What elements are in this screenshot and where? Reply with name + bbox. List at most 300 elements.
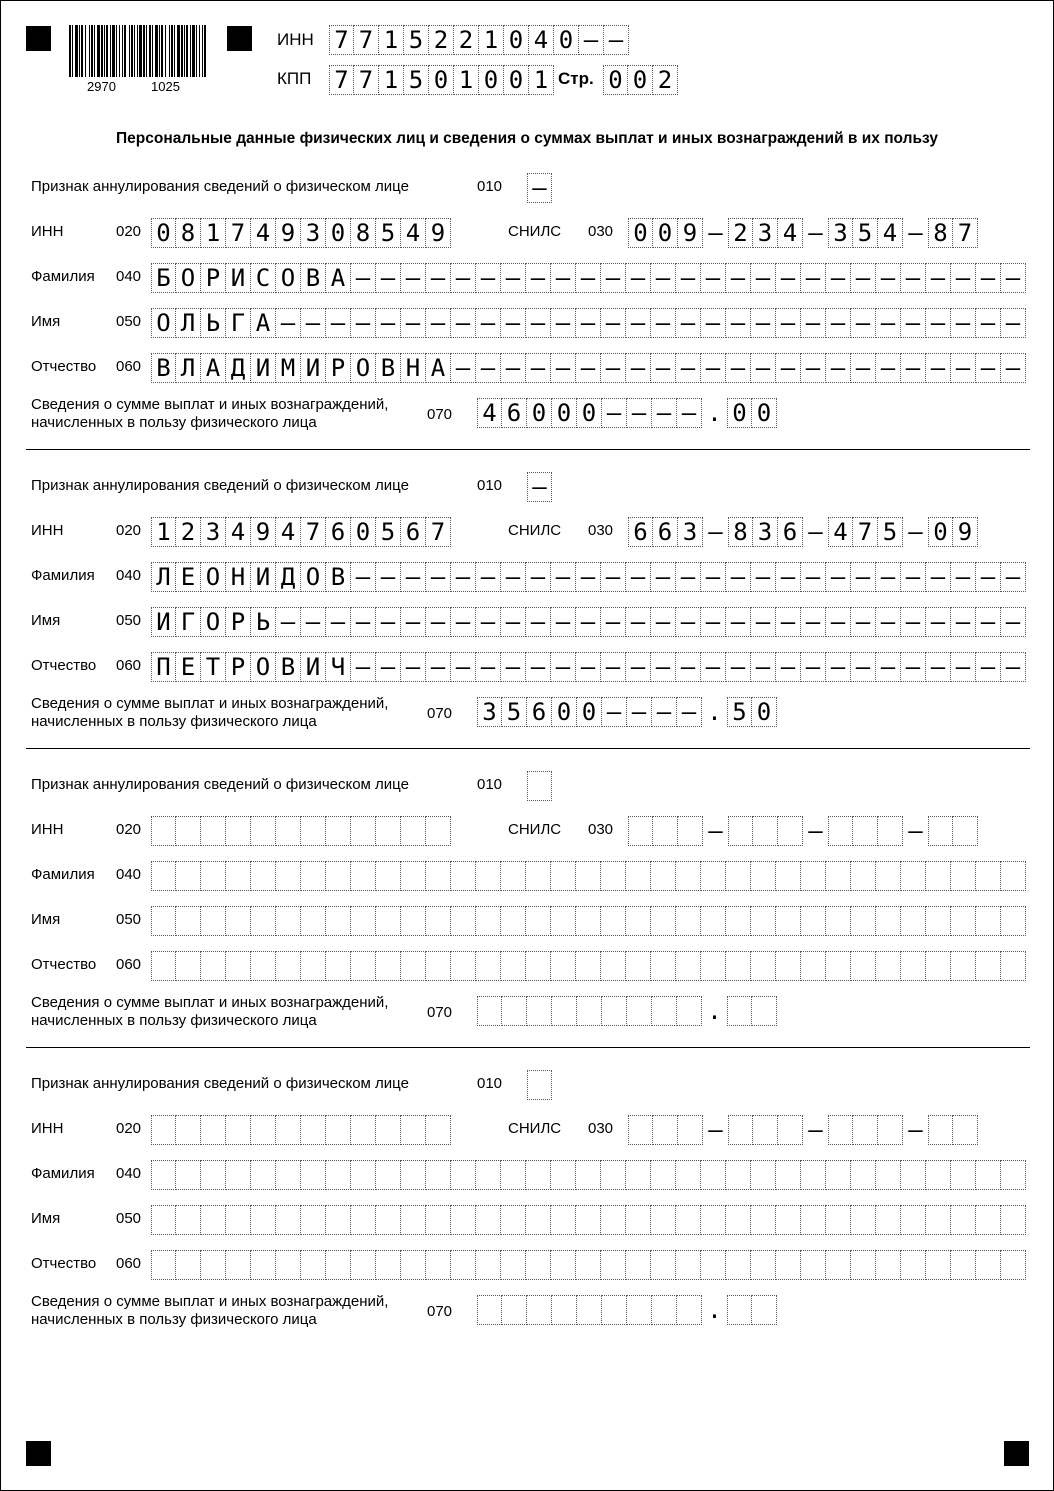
patronymic-cell[interactable] <box>751 951 776 981</box>
surname-cell[interactable] <box>576 1160 601 1190</box>
name-cell[interactable]: – <box>501 308 526 338</box>
patronymic-cell[interactable]: – <box>676 353 701 383</box>
name-cell[interactable] <box>951 906 976 936</box>
name-cell[interactable]: – <box>826 308 851 338</box>
surname-cell[interactable]: – <box>451 263 476 293</box>
surname-cell[interactable] <box>1001 861 1026 891</box>
patronymic-cell[interactable] <box>301 951 326 981</box>
name-cell[interactable]: – <box>851 308 876 338</box>
surname-cell[interactable] <box>926 1160 951 1190</box>
name-cell[interactable] <box>301 906 326 936</box>
patronymic-cell[interactable] <box>926 951 951 981</box>
surname-cell[interactable] <box>376 861 401 891</box>
surname-cell[interactable]: – <box>351 562 376 592</box>
patronymic-cell[interactable]: – <box>926 652 951 682</box>
snils-cell[interactable] <box>878 816 903 846</box>
surname-cell[interactable]: – <box>951 562 976 592</box>
patronymic-cell[interactable]: В <box>276 652 301 682</box>
inn-cell[interactable]: 7 <box>226 218 251 248</box>
patronymic-cell[interactable] <box>651 1250 676 1280</box>
patronymic-cell[interactable]: В <box>151 353 176 383</box>
inn-cell[interactable]: 0 <box>151 218 176 248</box>
patronymic-cell[interactable] <box>426 951 451 981</box>
patronymic-cell[interactable]: М <box>276 353 301 383</box>
name-cell[interactable] <box>226 906 251 936</box>
snils-cell[interactable] <box>628 1115 653 1145</box>
snils-cell[interactable]: 5 <box>853 218 878 248</box>
inn-cell[interactable]: 7 <box>426 517 451 547</box>
payout-frac-cell[interactable]: 0 <box>752 697 777 727</box>
patronymic-cell[interactable] <box>226 1250 251 1280</box>
surname-cell[interactable] <box>276 1160 301 1190</box>
payout-int-cell[interactable] <box>552 1295 577 1325</box>
patronymic-cell[interactable] <box>876 951 901 981</box>
surname-cell[interactable]: – <box>376 263 401 293</box>
surname-cell[interactable]: Е <box>176 562 201 592</box>
name-cell[interactable]: – <box>551 607 576 637</box>
patronymic-cell[interactable] <box>726 951 751 981</box>
patronymic-cell[interactable] <box>1001 1250 1026 1280</box>
snils-cell[interactable]: 0 <box>928 517 953 547</box>
payout-int-cell[interactable]: 0 <box>552 398 577 428</box>
cancel-flag-cell[interactable]: – <box>527 173 552 203</box>
snils-cell[interactable]: 5 <box>878 517 903 547</box>
surname-cell[interactable] <box>651 1160 676 1190</box>
inn-cell[interactable] <box>351 816 376 846</box>
snils-cell[interactable]: 3 <box>753 517 778 547</box>
snils-cell[interactable] <box>853 1115 878 1145</box>
inn-cell[interactable]: 6 <box>326 517 351 547</box>
surname-cell[interactable] <box>476 861 501 891</box>
name-cell[interactable] <box>751 1205 776 1235</box>
surname-cell[interactable] <box>951 1160 976 1190</box>
patronymic-cell[interactable]: – <box>576 353 601 383</box>
patronymic-cell[interactable]: – <box>1001 652 1026 682</box>
patronymic-cell[interactable] <box>451 951 476 981</box>
patronymic-cell[interactable]: – <box>901 353 926 383</box>
patronymic-cell[interactable] <box>501 1250 526 1280</box>
snils-cell[interactable]: 6 <box>778 517 803 547</box>
patronymic-cell[interactable] <box>951 951 976 981</box>
name-cell[interactable]: – <box>926 607 951 637</box>
inn-cell[interactable] <box>251 1115 276 1145</box>
name-cell[interactable] <box>326 906 351 936</box>
name-cell[interactable] <box>376 1205 401 1235</box>
patronymic-cell[interactable] <box>451 1250 476 1280</box>
name-cell[interactable] <box>301 1205 326 1235</box>
name-cell[interactable]: Л <box>176 308 201 338</box>
inn-cell[interactable] <box>151 816 176 846</box>
cancel-flag-cell[interactable]: – <box>527 472 552 502</box>
surname-cell[interactable]: С <box>251 263 276 293</box>
surname-cell[interactable]: О <box>201 562 226 592</box>
payout-int-cell[interactable]: – <box>652 398 677 428</box>
surname-cell[interactable] <box>776 861 801 891</box>
payout-int-cell[interactable]: 3 <box>477 697 502 727</box>
snils-cell[interactable] <box>678 1115 703 1145</box>
name-cell[interactable] <box>626 1205 651 1235</box>
patronymic-cell[interactable] <box>476 951 501 981</box>
surname-cell[interactable] <box>426 861 451 891</box>
name-cell[interactable]: – <box>301 308 326 338</box>
name-cell[interactable]: – <box>351 607 376 637</box>
name-cell[interactable]: – <box>751 308 776 338</box>
snils-cell[interactable]: 2 <box>728 218 753 248</box>
inn-cell[interactable] <box>351 1115 376 1145</box>
surname-cell[interactable]: – <box>926 263 951 293</box>
patronymic-cell[interactable]: – <box>951 353 976 383</box>
patronymic-cell[interactable]: – <box>426 652 451 682</box>
surname-cell[interactable] <box>476 1160 501 1190</box>
surname-cell[interactable] <box>176 1160 201 1190</box>
patronymic-cell[interactable]: – <box>751 353 776 383</box>
patronymic-cell[interactable]: – <box>626 353 651 383</box>
surname-cell[interactable] <box>726 861 751 891</box>
name-cell[interactable]: – <box>926 308 951 338</box>
surname-cell[interactable]: – <box>876 263 901 293</box>
name-cell[interactable] <box>426 906 451 936</box>
snils-cell[interactable]: 9 <box>953 517 978 547</box>
patronymic-cell[interactable]: – <box>551 652 576 682</box>
name-cell[interactable]: – <box>476 607 501 637</box>
surname-cell[interactable] <box>251 1160 276 1190</box>
name-cell[interactable] <box>626 906 651 936</box>
patronymic-cell[interactable] <box>251 1250 276 1280</box>
patronymic-cell[interactable] <box>626 1250 651 1280</box>
name-cell[interactable] <box>226 1205 251 1235</box>
name-cell[interactable]: О <box>201 607 226 637</box>
patronymic-cell[interactable] <box>751 1250 776 1280</box>
name-cell[interactable] <box>576 1205 601 1235</box>
payout-int-cell[interactable] <box>627 996 652 1026</box>
surname-cell[interactable]: – <box>551 562 576 592</box>
surname-cell[interactable] <box>851 1160 876 1190</box>
surname-cell[interactable] <box>951 861 976 891</box>
patronymic-cell[interactable]: – <box>826 353 851 383</box>
surname-cell[interactable]: – <box>501 263 526 293</box>
surname-cell[interactable]: Б <box>151 263 176 293</box>
patronymic-cell[interactable] <box>401 1250 426 1280</box>
patronymic-cell[interactable] <box>326 951 351 981</box>
patronymic-cell[interactable]: Е <box>176 652 201 682</box>
surname-cell[interactable]: – <box>401 263 426 293</box>
inn-cell[interactable]: 2 <box>176 517 201 547</box>
patronymic-cell[interactable] <box>826 951 851 981</box>
patronymic-cell[interactable] <box>976 1250 1001 1280</box>
patronymic-cell[interactable]: – <box>876 652 901 682</box>
surname-cell[interactable] <box>351 861 376 891</box>
snils-cell[interactable] <box>928 816 953 846</box>
patronymic-cell[interactable]: – <box>776 652 801 682</box>
patronymic-cell[interactable] <box>601 1250 626 1280</box>
snils-cell[interactable]: 6 <box>653 517 678 547</box>
surname-cell[interactable]: – <box>551 263 576 293</box>
payout-int-cell[interactable] <box>502 1295 527 1325</box>
inn-cell[interactable]: 7 <box>301 517 326 547</box>
surname-cell[interactable]: – <box>751 562 776 592</box>
surname-cell[interactable]: – <box>851 263 876 293</box>
surname-cell[interactable] <box>551 1160 576 1190</box>
snils-cell[interactable] <box>728 816 753 846</box>
patronymic-cell[interactable] <box>776 1250 801 1280</box>
patronymic-cell[interactable] <box>851 951 876 981</box>
patronymic-cell[interactable]: И <box>301 652 326 682</box>
name-cell[interactable]: – <box>901 607 926 637</box>
snils-cell[interactable]: 3 <box>753 218 778 248</box>
name-cell[interactable] <box>176 1205 201 1235</box>
patronymic-cell[interactable]: – <box>451 652 476 682</box>
name-cell[interactable]: – <box>676 308 701 338</box>
name-cell[interactable]: – <box>276 308 301 338</box>
surname-cell[interactable]: – <box>601 562 626 592</box>
patronymic-cell[interactable] <box>826 1250 851 1280</box>
snils-cell[interactable]: 3 <box>828 218 853 248</box>
surname-cell[interactable]: – <box>526 263 551 293</box>
inn-cell[interactable] <box>201 816 226 846</box>
surname-cell[interactable]: – <box>826 263 851 293</box>
payout-frac-cell[interactable] <box>752 1295 777 1325</box>
payout-int-cell[interactable]: 6 <box>502 398 527 428</box>
patronymic-cell[interactable]: Д <box>226 353 251 383</box>
patronymic-cell[interactable] <box>626 951 651 981</box>
patronymic-cell[interactable]: – <box>801 652 826 682</box>
surname-cell[interactable] <box>526 1160 551 1190</box>
patronymic-cell[interactable]: Т <box>201 652 226 682</box>
name-cell[interactable] <box>751 906 776 936</box>
patronymic-cell[interactable] <box>201 951 226 981</box>
patronymic-cell[interactable] <box>926 1250 951 1280</box>
patronymic-cell[interactable]: – <box>626 652 651 682</box>
patronymic-cell[interactable]: – <box>401 652 426 682</box>
name-cell[interactable] <box>926 1205 951 1235</box>
inn-cell[interactable] <box>176 1115 201 1145</box>
surname-cell[interactable] <box>326 861 351 891</box>
name-cell[interactable] <box>726 906 751 936</box>
surname-cell[interactable]: – <box>376 562 401 592</box>
snils-cell[interactable]: 0 <box>653 218 678 248</box>
snils-cell[interactable]: 9 <box>678 218 703 248</box>
name-cell[interactable]: – <box>901 308 926 338</box>
name-cell[interactable] <box>451 1205 476 1235</box>
inn-cell[interactable] <box>276 816 301 846</box>
inn-cell[interactable] <box>301 816 326 846</box>
surname-cell[interactable] <box>251 861 276 891</box>
inn-cell[interactable]: 9 <box>251 517 276 547</box>
patronymic-cell[interactable]: – <box>601 353 626 383</box>
inn-cell[interactable] <box>226 816 251 846</box>
surname-cell[interactable] <box>676 861 701 891</box>
payout-int-cell[interactable]: 6 <box>527 697 552 727</box>
name-cell[interactable]: – <box>401 607 426 637</box>
name-cell[interactable] <box>776 906 801 936</box>
patronymic-cell[interactable] <box>551 1250 576 1280</box>
patronymic-cell[interactable] <box>301 1250 326 1280</box>
patronymic-cell[interactable]: – <box>876 353 901 383</box>
name-cell[interactable] <box>976 906 1001 936</box>
payout-int-cell[interactable] <box>502 996 527 1026</box>
name-cell[interactable]: – <box>951 607 976 637</box>
name-cell[interactable]: – <box>501 607 526 637</box>
surname-cell[interactable]: – <box>676 562 701 592</box>
patronymic-cell[interactable]: – <box>451 353 476 383</box>
surname-cell[interactable] <box>701 861 726 891</box>
name-cell[interactable]: – <box>376 308 401 338</box>
inn-cell[interactable] <box>376 1115 401 1145</box>
surname-cell[interactable] <box>901 861 926 891</box>
patronymic-cell[interactable] <box>351 951 376 981</box>
surname-cell[interactable] <box>801 1160 826 1190</box>
name-cell[interactable]: – <box>601 607 626 637</box>
inn-cell[interactable] <box>276 1115 301 1145</box>
payout-int-cell[interactable] <box>577 996 602 1026</box>
payout-int-cell[interactable] <box>652 1295 677 1325</box>
surname-cell[interactable]: И <box>226 263 251 293</box>
snils-cell[interactable]: 8 <box>928 218 953 248</box>
patronymic-cell[interactable]: О <box>351 353 376 383</box>
patronymic-cell[interactable] <box>776 951 801 981</box>
patronymic-cell[interactable]: – <box>951 652 976 682</box>
patronymic-cell[interactable]: – <box>351 652 376 682</box>
patronymic-cell[interactable] <box>901 1250 926 1280</box>
patronymic-cell[interactable]: – <box>376 652 401 682</box>
surname-cell[interactable] <box>976 861 1001 891</box>
patronymic-cell[interactable]: – <box>851 652 876 682</box>
inn-cell[interactable]: 0 <box>351 517 376 547</box>
name-cell[interactable] <box>576 906 601 936</box>
patronymic-cell[interactable]: Р <box>226 652 251 682</box>
patronymic-cell[interactable] <box>226 951 251 981</box>
patronymic-cell[interactable]: А <box>426 353 451 383</box>
name-cell[interactable]: Г <box>226 308 251 338</box>
surname-cell[interactable]: А <box>326 263 351 293</box>
surname-cell[interactable]: В <box>301 263 326 293</box>
surname-cell[interactable] <box>226 861 251 891</box>
payout-int-cell[interactable] <box>527 996 552 1026</box>
inn-cell[interactable] <box>376 816 401 846</box>
name-cell[interactable] <box>826 906 851 936</box>
patronymic-cell[interactable]: Р <box>326 353 351 383</box>
name-cell[interactable]: – <box>326 607 351 637</box>
name-cell[interactable]: – <box>876 308 901 338</box>
name-cell[interactable] <box>251 1205 276 1235</box>
name-cell[interactable] <box>976 1205 1001 1235</box>
surname-cell[interactable]: – <box>476 263 501 293</box>
payout-int-cell[interactable] <box>602 1295 627 1325</box>
inn-cell[interactable] <box>401 816 426 846</box>
payout-int-cell[interactable]: 0 <box>577 398 602 428</box>
name-cell[interactable] <box>401 906 426 936</box>
inn-cell[interactable] <box>426 816 451 846</box>
snils-cell[interactable] <box>653 816 678 846</box>
surname-cell[interactable]: – <box>751 263 776 293</box>
surname-cell[interactable]: О <box>276 263 301 293</box>
surname-cell[interactable] <box>301 861 326 891</box>
surname-cell[interactable] <box>626 861 651 891</box>
patronymic-cell[interactable]: И <box>251 353 276 383</box>
surname-cell[interactable] <box>876 861 901 891</box>
snils-cell[interactable]: 7 <box>853 517 878 547</box>
name-cell[interactable] <box>476 906 501 936</box>
patronymic-cell[interactable]: – <box>501 353 526 383</box>
patronymic-cell[interactable]: – <box>551 353 576 383</box>
patronymic-cell[interactable]: В <box>376 353 401 383</box>
name-cell[interactable] <box>826 1205 851 1235</box>
name-cell[interactable] <box>851 906 876 936</box>
name-cell[interactable]: – <box>801 308 826 338</box>
name-cell[interactable] <box>876 906 901 936</box>
name-cell[interactable] <box>326 1205 351 1235</box>
name-cell[interactable]: – <box>951 308 976 338</box>
surname-cell[interactable] <box>851 861 876 891</box>
name-cell[interactable] <box>1001 1205 1026 1235</box>
name-cell[interactable] <box>901 1205 926 1235</box>
patronymic-cell[interactable] <box>476 1250 501 1280</box>
name-cell[interactable] <box>701 906 726 936</box>
payout-int-cell[interactable] <box>527 1295 552 1325</box>
name-cell[interactable]: – <box>651 308 676 338</box>
patronymic-cell[interactable] <box>251 951 276 981</box>
patronymic-cell[interactable] <box>676 951 701 981</box>
patronymic-cell[interactable] <box>876 1250 901 1280</box>
name-cell[interactable]: – <box>476 308 501 338</box>
name-cell[interactable] <box>476 1205 501 1235</box>
surname-cell[interactable]: – <box>501 562 526 592</box>
surname-cell[interactable]: О <box>176 263 201 293</box>
name-cell[interactable]: – <box>776 607 801 637</box>
snils-cell[interactable] <box>853 816 878 846</box>
patronymic-cell[interactable]: – <box>926 353 951 383</box>
patronymic-cell[interactable] <box>326 1250 351 1280</box>
payout-int-cell[interactable] <box>627 1295 652 1325</box>
patronymic-cell[interactable]: – <box>601 652 626 682</box>
snils-cell[interactable]: 8 <box>728 517 753 547</box>
name-cell[interactable] <box>951 1205 976 1235</box>
inn-cell[interactable]: 1 <box>151 517 176 547</box>
inn-cell[interactable] <box>326 816 351 846</box>
payout-int-cell[interactable]: – <box>602 697 627 727</box>
patronymic-cell[interactable]: – <box>651 652 676 682</box>
surname-cell[interactable] <box>726 1160 751 1190</box>
snils-cell[interactable]: 4 <box>828 517 853 547</box>
snils-cell[interactable]: 0 <box>628 218 653 248</box>
surname-cell[interactable] <box>626 1160 651 1190</box>
surname-cell[interactable] <box>751 1160 776 1190</box>
payout-int-cell[interactable]: 0 <box>527 398 552 428</box>
snils-cell[interactable]: 4 <box>778 218 803 248</box>
name-cell[interactable]: – <box>826 607 851 637</box>
surname-cell[interactable]: – <box>776 263 801 293</box>
inn-cell[interactable] <box>201 1115 226 1145</box>
patronymic-cell[interactable] <box>501 951 526 981</box>
payout-int-cell[interactable]: – <box>677 398 702 428</box>
patronymic-cell[interactable] <box>426 1250 451 1280</box>
surname-cell[interactable] <box>226 1160 251 1190</box>
payout-int-cell[interactable]: – <box>627 398 652 428</box>
name-cell[interactable]: И <box>151 607 176 637</box>
patronymic-cell[interactable]: – <box>701 353 726 383</box>
patronymic-cell[interactable]: – <box>476 652 501 682</box>
surname-cell[interactable]: – <box>801 562 826 592</box>
name-cell[interactable] <box>651 1205 676 1235</box>
surname-cell[interactable]: – <box>876 562 901 592</box>
surname-cell[interactable] <box>451 1160 476 1190</box>
surname-cell[interactable]: – <box>676 263 701 293</box>
patronymic-cell[interactable] <box>526 1250 551 1280</box>
patronymic-cell[interactable]: П <box>151 652 176 682</box>
name-cell[interactable]: – <box>1001 308 1026 338</box>
name-cell[interactable]: – <box>1001 607 1026 637</box>
payout-frac-cell[interactable]: 0 <box>727 398 752 428</box>
